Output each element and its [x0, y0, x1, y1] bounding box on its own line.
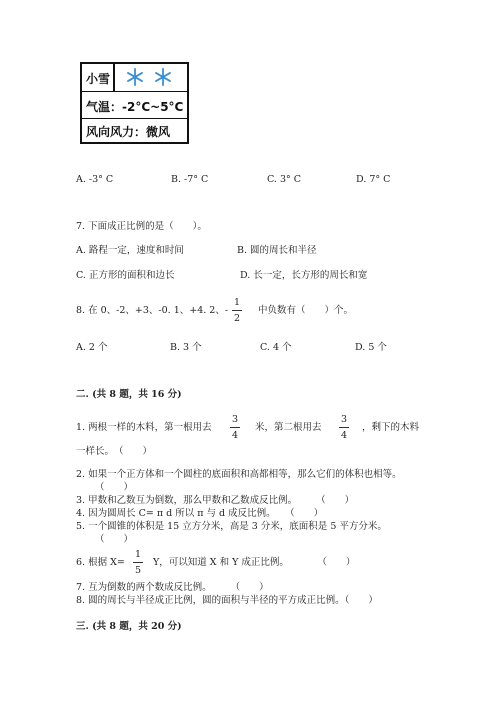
fraction-numerator: 1 — [134, 549, 142, 560]
s2-q2-line1: 2. 如果一个正方体和一个圆柱的底面积和高都相等，那么它们的体积也相等。 — [76, 469, 402, 480]
s2-q8: 8. 圆的周长与半径成正比例，圆的面积与半径的平方成正比例。（ ） — [76, 595, 378, 606]
q6-option-a: A. -3° C — [76, 174, 114, 185]
weather-card-row-wind — [82, 119, 187, 142]
q7-stem: 7. 下面成正比例的是（ ）。 — [76, 221, 207, 232]
q7-option-c: C. 正方形的面积和边长 — [76, 270, 175, 281]
s2-q6-fraction — [133, 549, 143, 576]
section-2-heading: 二. (共 8 题，共 16 分) — [76, 389, 182, 400]
q8-stem-before: 8. 在 0、-2、+3、-0. 1、+4. 2、- — [76, 305, 229, 316]
s2-q6-part2: Y，可以知道 X 和 Y 成正比例。 （ ） — [153, 557, 356, 568]
weather-card-row-snow — [82, 64, 187, 92]
s2-q1-part3: ，剩下的木料 — [362, 422, 420, 433]
weather-label-snow: 小雪 — [86, 72, 111, 86]
s2-q4: 4. 因为圆周长 C= π d 所以 π 与 d 成反比例。 （ ） — [76, 508, 324, 519]
q6-option-c: C. 3° C — [267, 174, 302, 185]
section-3-heading: 三. (共 8 题，共 20 分) — [76, 621, 182, 632]
fraction-denominator: 4 — [340, 430, 348, 441]
s2-q7: 7. 互为倒数的两个数成反比例。 （ ） — [76, 582, 269, 593]
s2-q1-fraction-1 — [230, 414, 240, 441]
fraction-numerator: 1 — [233, 297, 241, 308]
s2-q6-part1: 6. 根据 X= — [76, 557, 125, 568]
weather-card-row-temp — [82, 92, 187, 119]
q8-stem-after: 中负数有（ ）个。 — [258, 305, 354, 316]
q8-option-b: B. 3 个 — [170, 342, 202, 353]
q8-option-a: A. 2 个 — [76, 342, 108, 353]
q7-option-a: A. 路程一定，速度和时间 — [76, 245, 184, 256]
weather-label-temperature: 气温：-2°C~5°C — [86, 100, 184, 114]
q7-option-b: B. 圆的周长和半径 — [237, 245, 317, 256]
q8-fraction — [232, 297, 242, 324]
q8-option-d: D. 5 个 — [355, 342, 387, 353]
s2-q3: 3. 甲数和乙数互为倒数，那么甲数和乙数成反比例。 （ ） — [76, 495, 355, 506]
fraction-numerator: 3 — [231, 414, 239, 425]
s2-q1-line2: 一样长。 （ ） — [76, 446, 153, 457]
s2-q1-part1: 1. 两根一样的木料，第一根用去 — [76, 422, 212, 433]
s2-q5-line2: （ ） — [95, 534, 134, 545]
q7-option-d: D. 长一定，长方形的周长和宽 — [240, 270, 368, 281]
weather-card — [80, 62, 189, 144]
s2-q2-line2: （ ） — [95, 482, 134, 493]
q6-option-b: B. -7° C — [171, 174, 209, 185]
q8-option-c: C. 4 个 — [260, 342, 292, 353]
weather-label-wind: 风向风力：微风 — [86, 125, 171, 139]
snowflake-icon — [154, 68, 172, 86]
q6-option-d: D. 7° C — [356, 174, 391, 185]
s2-q1-part2: 米，第二根用去 — [255, 422, 322, 433]
s2-q5-line1: 5. 一个圆锥的体积是 15 立方分米，高是 3 分米，底面积是 5 平方分米。 — [76, 521, 387, 532]
s2-q1-fraction-2 — [339, 414, 349, 441]
fraction-denominator: 4 — [231, 430, 239, 441]
snowflake-icon — [126, 68, 144, 86]
fraction-numerator: 3 — [340, 414, 348, 425]
fraction-denominator: 5 — [134, 565, 142, 576]
fraction-denominator: 2 — [233, 313, 241, 324]
